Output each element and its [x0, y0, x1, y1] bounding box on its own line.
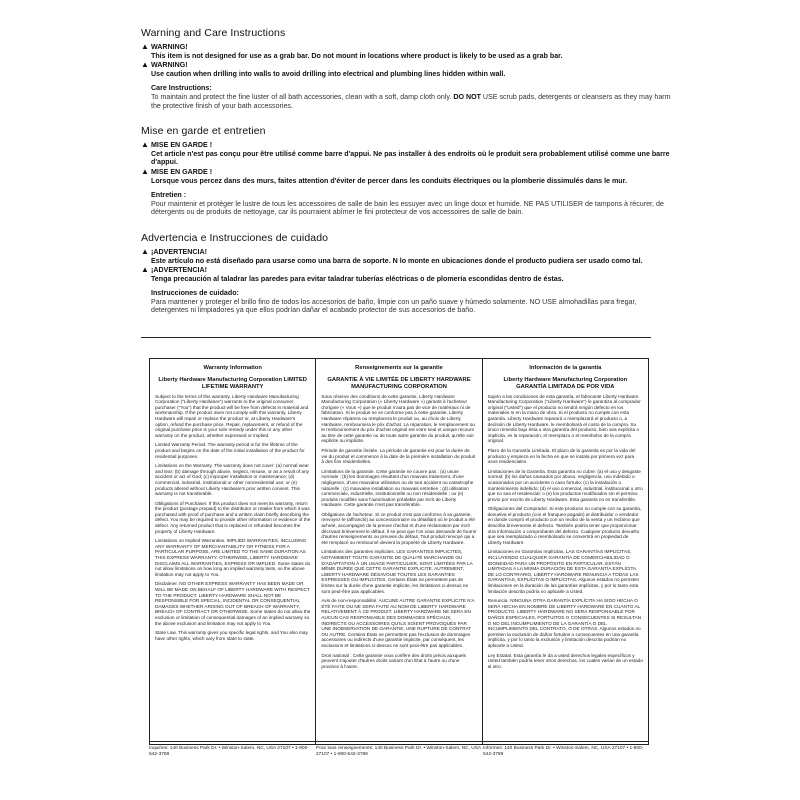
- warranty-paragraph: Subject to the terms of this warranty, Liberty Hardware Manufacturing Corporation ("Liberty Hardware") warrants to the original consumer purchaser ("You") that the product will be free from defects in material and workmanship. If the product does not comply with this warranty, Liberty Hardware will repair or replace the product or, at Liberty Hardware's option, refund the purchase price. Repair, replacement, or refund of the original purchase price is your sole remedy under this or any other warranty on the product, whether expressed or implied.: [155, 393, 309, 438]
- warranty-footer-spanish: Informes: 140 Business Park Dr. • Winston-Salem, NC, USA 27107 • 1-800-542-3789: [483, 741, 649, 771]
- warranty-column-spanish: [482, 359, 648, 744]
- care-heading: Instrucciones de cuidado:: [151, 289, 239, 298]
- warning-heading: MISE EN GARDE !: [151, 167, 213, 176]
- warning-heading: ¡ADVERTENCIA!: [151, 266, 207, 275]
- care-instructions-area: [141, 27, 671, 326]
- warning-heading: MISE EN GARDE !: [151, 141, 213, 150]
- warranty-paragraph: Limitations des garanties implicites. LES GARANTIES IMPLICITES, NOTAMMENT TOUTE GARANTIE DE QUALITÉ MARCHANDE OU D'ADAPTATION À UN USAGE PARTICULIER, SONT LIMITÉES PAR LA MÊME DURÉE QUE CETTE GARANTIE EXPLICITE. AUTREMENT, LIBERTY HARDWARE DÉSAVOUE TOUTES LES GARANTIES EXPRESSES OU IMPLICITES. Certains États ne permettent pas de limites sur la durée d'une garantie implicite, les limitations ci-dessus ne sont peut-être pas applicables.: [321, 549, 473, 594]
- care-instructions: [151, 84, 671, 110]
- spanish-section: [141, 232, 671, 315]
- warning-triangle-icon: ▲: [141, 246, 149, 256]
- warranty-paragraph: Ley Estatal. Esta garantía le da a usted derechos legales específicos y Usted también podría tener otros derechos, los cuales varían de un estado al otro.: [487, 652, 643, 669]
- care-heading: Entretien :: [151, 191, 187, 200]
- warranty-paragraph: Obligations de l'acheteur. Si ce produit n'est pas conforme à sa garantie, renvoyez-le (affranchi) au concessionnaire ou détaillant où le produit a été acheté, accompagné de la preuve d'achat et d'une réclamation par écrit décrivant brièvement le défaut. Il se peut que l'on vous demande de fournir d'autres renseignements ou preuves du défaut. Tout produit renvoyé qui a été remplacé ou remboursé devient la propriété de Liberty Hardware.: [321, 511, 477, 545]
- divider-line: [141, 337, 651, 338]
- care-text-a: To maintain and protect the fine luster of all bath accessories, clean with a soft, damp cloth only.: [151, 92, 452, 101]
- warranty-column-title: Información de la garantía: [529, 365, 602, 371]
- warranty-paragraph: Plazo de la Garantía Limitada. El plazo de la garantía es por la vida del producto y empieza en la fecha en que se instala por primera vez para usos residenciales.: [487, 447, 636, 465]
- warranty-paragraph: State Law. This warranty gives you specific legal rights, and You also may have other rights, which vary from state to state.: [155, 630, 308, 641]
- warning-text: Tenga precaución al taladrar las paredes para evitar taladrar tuberías eléctricas o de plomería escondidas dentro de éstas.: [151, 274, 564, 283]
- warranty-column-heading: Liberty Hardware Manufacturing Corporation LIMITED LIFETIME WARRANTY: [158, 377, 307, 390]
- warranty-column-english: [150, 359, 315, 744]
- warning-heading: ¡ADVERTENCIA!: [151, 247, 207, 256]
- care-text: Pour maintenir et protéger le lustre de tous les accessoires de salle de bain les essuyer avec un linge doux et humide. NE PAS UTILISER de tampons à récurer, de détergents ou de produits de nettoyage, car ils pourraient abîmer le fini protecteur de vos accessoires de salle de bain.: [151, 199, 664, 217]
- warranty-paragraph: Limitaciones de la Garantía. Esta garantía no cubre: (a) el uso y desgaste normal; (b) los daños causados por abuso, negligencia, uso indebido u ocasionados por un accidente o caso fortuito; (c) la instalación o mantenimiento indebido; (d) el uso comercial, industrial, institucional u otro que no sea el residencial; o (e) los productos modificados sin el permiso previo por escrito de Liberty Hardware. Esta garantía no es transferible.: [487, 468, 643, 502]
- warning-triangle-icon: ▲: [141, 140, 149, 150]
- warning-heading: WARNING!: [151, 61, 188, 70]
- warranty-column-heading: Liberty Hardware Manufacturing Corporation GARANTÍA LIMITADA DE POR VIDA: [503, 377, 628, 390]
- care-text: [151, 93, 671, 110]
- warranty-paragraph: Sujeto a las condiciones de esta garantía, el fabricante Liberty Hardware Manufacturing Corporation ("Liberty Hardware") le garantiza al comprador original ("Usted") que el producto no tendrá ningún defecto en los materiales ni en la mano de obra. Si el producto no cumple con esta garantía, Liberty Hardware reparará o reemplazará el producto o, a decisión de Liberty Hardware, le reembolsará el costo de la compra. Su único remedio bajo ésta u otra garantía del producto, bien sea explícita o implícita, es la reparación, el reemplazo o el reembolso de la compra original.: [487, 393, 641, 444]
- warranty-column-title: Renseignements sur la garantie: [355, 365, 443, 371]
- warranty-column-french: [315, 359, 481, 744]
- section-title-french: Mise en garde et entretien: [141, 125, 266, 138]
- english-section: [141, 27, 671, 110]
- warning-triangle-icon: ▲: [141, 166, 149, 176]
- warranty-paragraph: Obligaciones del Comprador. Si este producto no cumple con su garantía, devuelva el producto (con el franqueo pagado) al distribuidor o vendedor en donde compró el producto con un recibo de la venta y un reclamo que describa brevemente el defecto. También podría tener que proporcionar otra información o comprobante del defecto. Cualquier producto devuelto que sea reemplazado o reembolsado se convertirá en propiedad de Liberty Hardware.: [487, 506, 642, 545]
- care-text-bold: DO NOT: [453, 92, 481, 101]
- french-section: [141, 125, 671, 217]
- warranty-footer-french: Pour tous renseignements: 140 Business Park Dr. • Winston-Salem, NC, USA 27107 • 1-800-542-3789: [316, 741, 483, 771]
- warning-item: [141, 168, 671, 185]
- warranty-box: [149, 358, 649, 745]
- warranty-paragraph: Limited Warranty Period. The warranty period is for the lifetime of the product and begins on the date of the initial installation of the product for residential purposes.: [155, 442, 305, 459]
- warning-text: Este artículo no está diseñado para usarse como una barra de soporte. N lo monte en ubicaciones donde el producto pudiera ser usado como tal.: [151, 256, 643, 265]
- warranty-paragraph: Renuncia. NINGUNA OTRA GARANTÍA EXPLÍCITA HA SIDO HECHA O SERÁ HECHA EN NOMBRE DE LIBERTY HARDWARE EN CUANTO AL PRODUCTO. LIBERTY HARDWARE NO SERÁ RESPONSABLE POR DAÑOS ESPECIALES, FORTUITOS O CONSECUENTES SI RESULTAN O NO DEL INCUMPLIMIENTO DE LA GARANTÍA O DEL INCUMPLIMIENTO DEL CONTRATO, O DE OTRAS. Algunos estados no permiten la exclusión de daños fortuitos o consecuentes en una garantía implícita, y por lo tanto la exclusión y limitación descrita podrían no aplicarle a Usted.: [487, 598, 641, 648]
- warranty-paragraph: Obligations of Purchaser. If this product does not meet its warranty, return the product (postage prepaid) to the distributor or retailer from which it was purchased with proof of purchase and a written claim briefly describing the defect. You may be required to provide other information or evidence of the defect. Any returned product that is replaced or refunded becomes the property of Liberty Hardware.: [155, 500, 311, 534]
- warranty-paragraph: Droit national : Cette garantie vous confère des droits précis auxquels peuvent s'ajouter d'autres droits variant d'un État à l'autre ou d'une province à l'autre.: [321, 652, 466, 669]
- warning-triangle-icon: ▲: [141, 60, 149, 70]
- warning-item: [141, 141, 671, 167]
- warranty-paragraph: Période de garantie limitée. La période de garantie est pour la durée de vie du produit et commence à la date de la première installation du produit à des fins résidentielles.: [321, 447, 476, 465]
- warranty-paragraph: Limitaciones en Garantías Implícitas. LAS GARANTÍAS IMPLÍCITAS, INCLUYENDO CUALQUIER GARANTÍA DE COMERCIABILIDAD O IDONEIDAD PARA UN PROPÓSITO EN PARTICULAR, ESTÁN LIMITADAS A LA MISMA DURACIÓN DE ESTA GARANTÍA EXPLÍCITA. DE LO CONTRARIO, LIBERTY HARDWARE RENUNCIA A TODAS LAS GARANTÍAS, EXPLÍCITAS O IMPLÍCITAS. Algunos estados no permiten limitaciones en la duración de las garantías implícitas, y por lo tanto esta limitación descrita podría no aplicarle a Usted.: [487, 549, 640, 594]
- warranty-paragraph: Disclaimer. NO OTHER EXPRESS WARRANTY HAS BEEN MADE OR WILL BE MADE ON BEHALF OF LIBERTY HARDWARE WITH RESPECT TO THE PRODUCT. LIBERTY HARDWARE SHALL NOT BE RESPONSIBLE FOR SPECIAL, INCIDENTAL OR CONSEQUENTIAL DAMAGES WHETHER ARISING OUT OF BREACH OF WARRANTY, BREACH OF CONTRACT OR OTHERWISE. Some states do not allow the exclusion or limitation of consequential damages of an implied warranty so the above exclusion and limitation may not apply to You.: [155, 581, 311, 626]
- warranty-paragraph: Limitations de la garantie. Cette garantie ne couvre pas : (a) usure normale ; (b) les dommages résultant d'un mauvais traitement, d'une négligence, d'une mauvaise utilisation ou de tout accident ou catastrophe naturelle ; (c) mauvaise installation ou mauvais entretien ; (d) utilisation commerciale, industrielle, institutionnelle ou non résidentielle ; ou (e) produits modifiés sans l'autorisation préalable par écrit de Liberty Hardware. Cette garantie n'est pas transférable.: [321, 468, 474, 508]
- warranty-column-title: Warranty Information: [203, 365, 262, 371]
- warning-text: This item is not designed for use as a grab bar. Do not mount in locations where product is likely to be used as a grab bar.: [151, 51, 563, 60]
- warning-text: Cet article n'est pas conçu pour être utilisé comme barre d'appui. Ne pas installer à des endroits où le produit sera probablement utilisé comme une barre d'appui.: [151, 149, 670, 167]
- warning-item: [141, 43, 671, 60]
- section-title-spanish: Advertencia e Instrucciones de cuidado: [141, 231, 329, 244]
- warning-triangle-icon: ▲: [141, 42, 149, 51]
- care-text-b: USE scrub pads, detergents or cleansers as they may harm the protective finish of your bath accessories.: [151, 92, 671, 110]
- care-instructions: [151, 191, 671, 217]
- care-instructions: [151, 289, 671, 315]
- warranty-paragraph: Sous réserve des conditions de cette garantie, Liberty Hardware Manufacturing Corporation (« Liberty Hardware ») garantit à l'acheteur d'origine (« Vous ») que le produit n'aura pas de vice de matériaux ni de fabrication. Si le produit ne se conforme pas à cette garantie, Liberty Hardware réparera ou remplacera le produit ou, au choix de Liberty Hardware, remboursera le prix d'achat. La réparation, le remplacement ou le remboursement du prix d'achat original est votre seul et unique recours au titre de cette garantie ou de toute autre garantie du produit, qu'elle soit explicite ou implicite.: [321, 393, 475, 444]
- care-text: Para mantener y proteger el brillo fino de todos los accesorios de baño, limpie con un paño suave y húmedo solamente. NO USE almohadillas para fregar, detergentes ni limpiadores ya que ellos podrían dañar el acabado protector de sus accesorios de baño.: [151, 297, 637, 315]
- warning-item: [141, 61, 671, 78]
- warranty-paragraph: Limitations on Implied Warranties. IMPLIED WARRANTIES, INCLUDING ANY WARRANTY OF MERCHANTABILITY OR FITNESS FOR A PARTICULAR PURPOSE, ARE LIMITED TO THE SAME DURATION AS THIS EXPRESS WARRANTY. OTHERWISE, LIBERTY HARDWARE DISCLAIMS ALL WARRANTIES, EXPRESS OR IMPLIED. Some states do not allow limitations on how long an implied warranty lasts, so the above limitation may not apply to You.: [155, 538, 311, 577]
- warranty-paragraph: Limitations on the Warranty. The warranty does not cover: (a) normal wear and tear; (b) damage through abuse, neglect, misuse, or as a result of any accident or act of God; (c) improper installation or maintenance; (d) commercial, industrial, institutional or other nonresidential use; or (e) products altered without Liberty Hardware's prior written consent. This warranty is not transferable.: [155, 463, 309, 497]
- section-title-english: Warning and Care Instructions: [141, 27, 286, 39]
- warranty-paragraph: Avis de non-responsabilité. AUCUNE AUTRE GARANTIE EXPLICITE N'A ÉTÉ FAITE OU NE SERA FAITE AU NOM DE LIBERTY HARDWARE RELATIVEMENT À CE PRODUIT. LIBERTY HARDWARE NE SERA EN AUCUN CAS RESPONSABLE DES DOMMAGES SPÉCIAUX, INDIRECTS OU ACCESSOIRES QU'ILS SOIENT PROVOQUÉS PAR UNE INOBSERVATION DE GARANTIE, UNE RUPTURE DE CONTRAT OU AUTRE. Certains États ne permettent pas l'exclusion de dommages accessoires ou indirects d'une garantie implicite, par conséquent, les exclusions et limitations ci-dessus ne sont peut-être pas applicables.: [321, 598, 475, 648]
- care-heading: Care Instructions:: [151, 84, 212, 93]
- warning-text: Lorsque vous percez dans des murs, faites attention d'éviter de percer dans les conduits électriques ou la plomberie dissimulés dans le mur.: [151, 176, 627, 185]
- warranty-footer-english: Inquiries: 140 Business Park Dr. • Winston-Salem, NC, USA 27107 • 1-800-542-3789: [149, 741, 316, 771]
- warning-item: [141, 248, 671, 265]
- warning-item: [141, 266, 671, 283]
- warning-triangle-icon: ▲: [141, 265, 149, 275]
- warning-text: Use caution when drilling into walls to avoid drilling into electrical and plumbing lines hidden within wall.: [151, 69, 506, 78]
- warranty-column-heading: GARANTIE À VIE LIMITÉE DE LIBERTY HARDWARE MANUFACTURING CORPORATION: [327, 377, 471, 390]
- warning-heading: WARNING!: [151, 43, 188, 51]
